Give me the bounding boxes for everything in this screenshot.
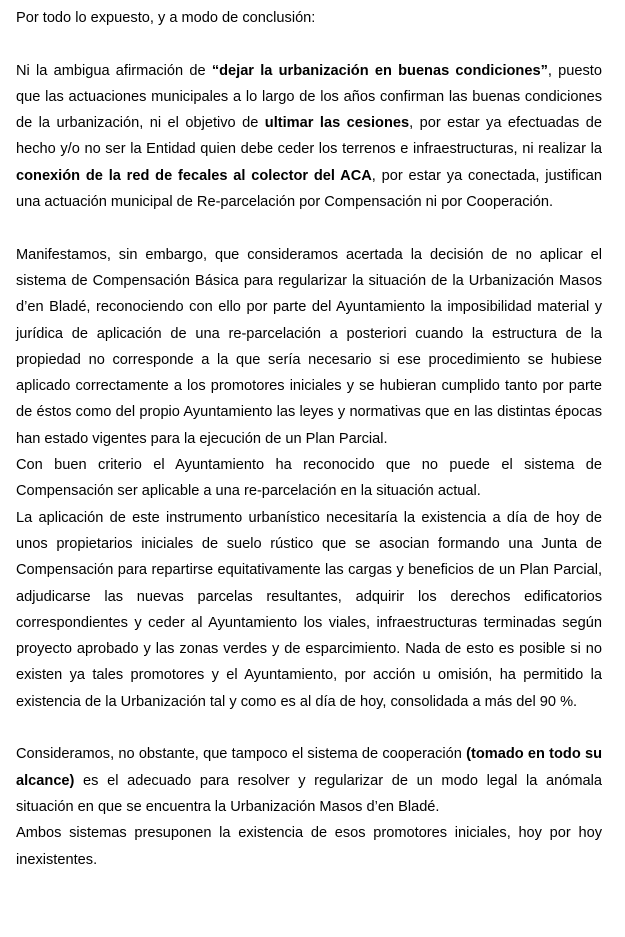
paragraph-buen-criterio: Con buen criterio el Ayuntamiento ha reconocido que no puede el sistema de Compensación ser aplicable a una re-parcelación en la situación actual.	[16, 457, 602, 500]
bold-phrase: ultimar las cesiones	[264, 115, 410, 132]
intro-paragraph: Por todo lo expuesto, y a modo de conclusión:	[16, 10, 316, 26]
paragraph-conclusion-1	[16, 58, 602, 216]
text-run: , por estar ya conectada, justifican una actuación municipal de Re-parcelación por Compensación ni por Cooperación.	[16, 167, 602, 211]
text-run: , puesto que las actuaciones municipales a lo largo de los años confirman las buenas condiciones de la urbanización, ni el objetivo de	[16, 62, 602, 132]
paragraph-ambos-sistemas: Ambos sistemas presuponen la existencia de esos promotores iniciales, hoy por hoy inexistentes.	[16, 825, 602, 868]
bold-phrase: (tomado en todo su alcance)	[16, 746, 602, 789]
paragraph-cooperacion	[16, 741, 602, 820]
bold-quote: “dejar la urbanización en buenas condiciones”	[211, 62, 548, 79]
paragraph-aplicacion: La aplicación de este instrumento urbanístico necesitaría la existencia a día de hoy de unos propietarios iniciales de suelo rústico que se asocian formando una Junta de Compensación para repartirse equitativamente las cargas y beneficios de un Plan Parcial, adjudicarse las nuevas parcelas resultantes, adquirir los derechos edificatorios correspondientes y ceder al Ayuntamiento los viales, infraestructuras terminadas según proyecto aprobado y las zonas verdes y de esparcimiento. Nada de esto es posible si no existen ya tales promotores y el Ayuntamiento, por acción u omisión, ha permitido la existencia de la Urbanización tal y como es al día de hoy, consolidada a más del 90 %.	[16, 509, 602, 710]
text-run: Ni la ambigua afirmación de	[16, 62, 212, 79]
text-run: Consideramos, no obstante, que tampoco el sistema de cooperación	[16, 746, 467, 763]
paragraph-spacer	[16, 31, 602, 57]
bold-phrase: conexión de la red de fecales al colector del ACA	[16, 167, 372, 184]
paragraph-spacer	[16, 715, 602, 741]
text-run: , por estar ya efectuadas de hecho y/o no ser la Entidad quien debe ceder los terrenos e infraestructuras, ni realizar la	[16, 115, 602, 158]
paragraph-compensation-basica: Manifestamos, sin embargo, que consideramos acertada la decisión de no aplicar el sistema de Compensación Básica para regularizar la situación de la Urbanización Masos d’en Bladé, reconociendo con ello por parte del Ayuntamiento la imposibilidad material y jurídica de aplicación de una re-parcelación a posteriori cuando la estructura de la propiedad no corresponde a la que sería necesario si ese procedimiento se hubiese aplicado correctamente a los promotores iniciales y se hubieran cumplido tanto por parte de éstos como del propio Ayuntamiento las leyes y normativas que en las distintas épocas han estado vigentes para la ejecución de un Plan Parcial.	[16, 246, 602, 447]
document-page	[16, 5, 602, 873]
text-run: es el adecuado para resolver y regularizar de un modo legal la anómala situación en que se encuentra la Urbanización Masos d’en Bladé.	[16, 772, 602, 815]
paragraph-spacer	[16, 215, 602, 241]
